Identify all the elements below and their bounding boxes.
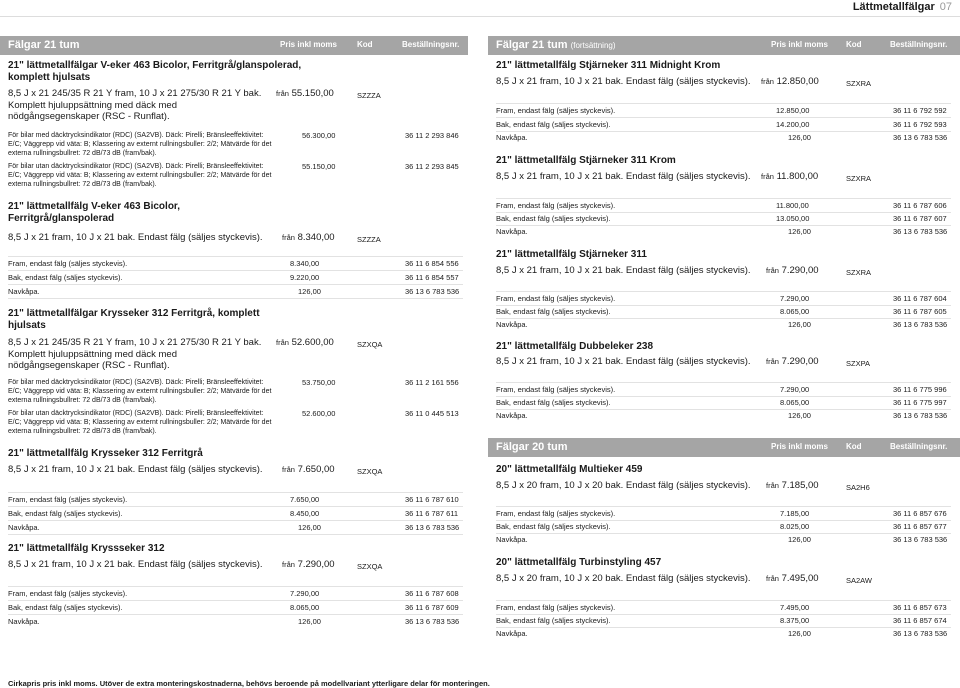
product-desc: 8,5 J x 21 245/35 R 21 Y fram, 10 J x 21 275/30 R 21 Y bak. Komplett hjuluppsättning med däck med nödgångsegenskaper (RSC - Runflat). [8,337,262,371]
row-divider [8,534,463,535]
row-order-no: 36 13 6 783 536 [893,320,948,329]
row-order-no: 36 11 6 787 605 [893,307,947,316]
row-order-no: 36 11 6 787 604 [893,294,947,303]
row-price: 8.340,00 [290,259,320,268]
product-desc: 8,5 J x 21 fram, 10 J x 21 bak. Endast fälg (säljes styckevis). [496,265,751,276]
col-kod-header: Kod [846,442,862,451]
row-desc: Navkåpa. [8,617,40,626]
product-desc: 8,5 J x 20 fram, 10 J x 20 bak. Endast fälg (säljes styckevis). [496,480,751,491]
rdc-price: 53.750,00 [302,378,336,387]
product-title: 21" lättmetallfälg Stjärneker 311 Midnight Krom [496,60,721,71]
row-order-no: 36 11 6 854 557 [405,273,459,282]
row-desc: Bak, endast fälg (säljes styckevis). [8,509,123,518]
row-desc: Navkåpa. [496,320,528,329]
product-kod: SZXRA [846,268,872,277]
product-desc: 8,5 J x 21 fram, 10 J x 21 bak. Endast fälg (säljes styckevis). [8,232,263,243]
row-price: 126,00 [788,411,811,420]
product-title: 21" lättmetallfälg Dubbeleker 238 [496,341,654,352]
row-desc: Fram, endast fälg (säljes styckevis). [496,385,616,394]
product-kod: SZXQA [357,340,383,349]
section-title-text: Fälgar 21 tum [496,39,568,51]
row-price: 126,00 [788,133,811,142]
row-order-no: 36 11 6 857 676 [893,509,947,518]
row-divider [496,103,951,104]
product-desc: 8,5 J x 21 fram, 10 J x 21 bak. Endast fälg (säljes styckevis). [8,559,263,570]
rdc-order-no: 36 11 0 445 513 [405,409,459,418]
section-title: Fälgar 21 tum [8,39,80,51]
row-divider [8,284,463,285]
row-order-no: 36 13 6 783 536 [893,535,948,544]
product-kod: SZXRA [846,174,872,183]
row-desc: Bak, endast fälg (säljes styckevis). [496,214,611,223]
product-right-5 [488,464,956,476]
col-best-header: Beställningsnr. [890,442,948,451]
product-price: 7.650,00 [297,464,335,475]
product-kod: SZXPA [846,359,871,368]
row-order-no: 36 11 6 775 996 [893,385,947,394]
product-title: 21" lättmetallfälgar Krysseker 312 Ferritgrå, komplett hjulsats [8,308,260,331]
row-desc: Navkåpa. [496,227,528,236]
price-prefix: från [761,172,774,181]
row-order-no: 36 11 6 857 674 [893,616,947,625]
row-divider [8,270,463,271]
price-prefix: från [766,481,779,490]
price-prefix: från [766,574,779,583]
product-desc: 8,5 J x 21 245/35 R 21 Y fram, 10 J x 21 275/30 R 21 Y bak. Komplett hjuluppsättning med däck med nödgångsegenskaper (RSC - Runflat). [8,88,262,122]
price-prefix: från [276,338,289,347]
row-price: 8.025,00 [780,522,810,531]
product-price: 7.495,00 [781,573,819,584]
row-price: 7.290,00 [780,385,810,394]
rdc-note: För bilar utan däcktrycksindikator (RDC) (SA2VB). Däck: Pirelli; Bränsleeffektivitet: E/C; Väggrepp vid väta: B; Klassering av externt rullningsbuller: 2/2; Mätvärde för det externa rullningsbullret: 72 dB/73 dB (fram/bak). [8,410,272,435]
row-divider [496,318,951,319]
product-left-2 [0,201,468,225]
product-title: 21" lättmetallfälg Stjärneker 311 [496,249,647,260]
row-divider [496,533,951,534]
row-divider [496,131,951,132]
rdc-price: 56.300,00 [302,131,336,140]
row-divider [496,409,951,410]
row-order-no: 36 11 6 787 610 [405,495,459,504]
product-title: 21" lättmetallfälgar V-eker 463 Bicolor, Ferritgrå/glanspolerad, komplett hjulsats [8,60,302,83]
row-price: 8.450,00 [290,509,320,518]
row-order-no: 36 11 6 857 677 [893,522,947,531]
product-desc: 8,5 J x 21 fram, 10 J x 21 bak. Endast fälg (säljes styckevis). [496,171,751,182]
row-divider [8,586,463,587]
col-best-header: Beställningsnr. [402,40,460,49]
product-price: 8.340,00 [297,232,335,243]
product-title: 21" lättmetallfälg Krysseker 312 Ferritgrå [8,448,203,459]
left-column [0,36,468,55]
product-right-2 [488,155,956,167]
row-price: 126,00 [298,617,321,626]
row-desc: Fram, endast fälg (säljes styckevis). [8,495,128,504]
product-desc: 8,5 J x 21 fram, 10 J x 21 bak. Endast fälg (säljes styckevis). [496,356,751,367]
page-title: Lättmetallfälgar [852,1,935,13]
row-desc: Bak, endast fälg (säljes styckevis). [496,398,611,407]
product-right-6 [488,557,956,569]
product-price: 12.850,00 [776,76,819,87]
product-kod: SZXQA [357,467,383,476]
row-desc: Navkåpa. [8,523,40,532]
row-order-no: 36 11 6 854 556 [405,259,459,268]
section-header-21 [0,36,468,55]
product-right-4 [488,341,956,353]
row-divider [8,492,463,493]
row-price: 7.650,00 [290,495,320,504]
product-desc: 8,5 J x 21 fram, 10 J x 21 bak. Endast fälg (säljes styckevis). [496,76,751,87]
rdc-price: 52.600,00 [302,409,336,418]
row-desc: Navkåpa. [496,133,528,142]
row-desc: Bak, endast fälg (säljes styckevis). [496,307,611,316]
product-right-3 [488,249,956,261]
row-desc: Fram, endast fälg (säljes styckevis). [496,294,616,303]
price-prefix: från [282,560,295,569]
row-desc: Navkåpa. [8,287,40,296]
row-price: 12.850,00 [776,106,810,115]
row-desc: Bak, endast fälg (säljes styckevis). [496,120,611,129]
row-order-no: 36 11 6 775 997 [893,398,947,407]
product-price: 7.290,00 [781,356,819,367]
product-kod: SZZZA [357,91,381,100]
row-divider [8,506,463,507]
row-desc: Fram, endast fälg (säljes styckevis). [8,589,128,598]
row-divider [8,298,463,299]
row-price: 7.185,00 [780,509,810,518]
row-price: 126,00 [788,227,811,236]
section-subtitle: (fortsättning) [570,41,616,50]
product-price: 11.800,00 [776,171,819,182]
product-price: 52.600,00 [291,337,334,348]
col-best-header: Beställningsnr. [890,40,948,49]
product-price: 7.290,00 [297,559,335,570]
row-price: 126,00 [788,320,811,329]
row-divider [8,600,463,601]
product-left-4 [0,448,468,460]
row-price: 126,00 [788,535,811,544]
row-desc: Fram, endast fälg (säljes styckevis). [496,201,616,210]
price-prefix: från [766,357,779,366]
row-order-no: 36 13 6 783 536 [405,287,460,296]
row-desc: Fram, endast fälg (säljes styckevis). [496,509,616,518]
row-price: 14.200,00 [776,120,810,129]
row-price: 7.290,00 [780,294,810,303]
rdc-note: För bilar utan däcktrycksindikator (RDC) (SA2VB). Däck: Pirelli; Bränsleeffektivitet: E/C; Väggrepp vid väta: B; Klassering av externt rullningsbuller: 2/2; Mätvärde för det externa rullningsbullret: 72 dB/73 dB (fram/bak). [8,163,272,188]
rdc-order-no: 36 11 2 293 846 [405,131,459,140]
product-left-1 [0,60,468,84]
product-kod: SA2AW [846,576,872,585]
row-divider [496,198,951,199]
product-price: 7.290,00 [781,265,819,276]
product-left-5 [0,543,468,555]
price-prefix: från [761,77,774,86]
page-number: 07 [939,1,952,13]
row-price: 11.800,00 [776,201,809,210]
col-kod-header: Kod [846,40,862,49]
section-header-20 [488,438,960,457]
row-divider [496,396,951,397]
row-divider [8,614,463,615]
row-desc: Navkåpa. [496,411,528,420]
row-divider [496,305,951,306]
product-kod: SZZZA [357,235,381,244]
row-order-no: 36 11 6 792 592 [893,106,947,115]
product-price: 7.185,00 [781,480,819,491]
col-kod-header: Kod [357,40,373,49]
row-divider [496,291,951,292]
row-divider [496,117,951,118]
row-price: 8.065,00 [780,398,810,407]
product-kod: SA2H6 [846,483,870,492]
price-prefix: från [276,89,289,98]
product-title: 20" lättmetallfälg Multieker 459 [496,464,643,475]
product-kod: SZXQA [357,562,383,571]
rdc-order-no: 36 11 2 293 845 [405,162,459,171]
row-order-no: 36 11 6 792 593 [893,120,947,129]
row-order-no: 36 11 6 787 608 [405,589,459,598]
row-order-no: 36 11 6 787 607 [893,214,947,223]
footer-note: Cirkapris pris inkl moms. Utöver de extra monteringskostnaderna, behövs beroende på modellvariant ytterligare delar för monteringen. [8,679,490,688]
product-price: 55.150,00 [291,88,334,99]
col-price-header: Pris inkl moms [280,40,337,49]
row-order-no: 36 13 6 783 536 [893,133,948,142]
row-desc: Bak, endast fälg (säljes styckevis). [496,522,611,531]
row-order-no: 36 11 6 857 673 [893,603,947,612]
row-divider [8,520,463,521]
row-order-no: 36 13 6 783 536 [405,523,460,532]
rdc-note: För bilar med däcktrycksindikator (RDC) (SA2VB). Däck: Pirelli; Bränsleeffektivitet: E/C; Väggrepp vid väta: B; Klassering av externt rullningsbuller: 2/2; Mätvärde för det externa rullningsbullret: 72 dB/73 dB (fram/bak). [8,379,272,404]
row-order-no: 36 13 6 783 536 [893,411,948,420]
product-right-1 [488,60,956,72]
row-price: 8.375,00 [780,616,810,625]
right-content [488,0,960,688]
row-desc: Bak, endast fälg (säljes styckevis). [8,603,123,612]
product-title: 20" lättmetallfälg Turbinstyling 457 [496,557,662,568]
row-price: 126,00 [788,629,811,638]
product-title: 21" lättmetallfälg Stjärneker 311 Krom [496,155,676,166]
row-price: 8.065,00 [780,307,810,316]
row-price: 7.495,00 [780,603,810,612]
rdc-price: 55.150,00 [302,162,336,171]
row-order-no: 36 11 6 787 611 [405,509,459,518]
row-price: 9.220,00 [290,273,320,282]
row-price: 126,00 [298,523,321,532]
row-desc: Bak, endast fälg (säljes styckevis). [8,273,123,282]
row-desc: Fram, endast fälg (säljes styckevis). [496,106,616,115]
product-desc: 8,5 J x 20 fram, 10 J x 20 bak. Endast fälg (säljes styckevis). [496,573,751,584]
product-left-3 [0,308,468,332]
row-divider [496,212,951,213]
row-divider [8,256,463,257]
row-order-no: 36 11 6 787 609 [405,603,459,612]
product-kod: SZXRA [846,79,872,88]
price-prefix: från [282,233,295,242]
row-desc: Navkåpa. [496,629,528,638]
row-desc: Navkåpa. [496,535,528,544]
row-desc: Bak, endast fälg (säljes styckevis). [496,616,611,625]
row-price: 126,00 [298,287,321,296]
product-title: 21" lättmetallfälg V-eker 463 Bicolor, Ferritgrå/glanspolerad [8,201,181,224]
row-order-no: 36 13 6 783 536 [893,227,948,236]
row-order-no: 36 13 6 783 536 [405,617,460,626]
price-prefix: från [766,266,779,275]
row-divider [496,614,951,615]
price-prefix: från [282,465,295,474]
row-order-no: 36 11 6 787 606 [893,201,947,210]
row-price: 13.050,00 [776,214,810,223]
row-desc: Fram, endast fälg (säljes styckevis). [8,259,128,268]
product-title: 21" lättmetallfälg Kryssseker 312 [8,543,165,554]
product-desc: 8,5 J x 21 fram, 10 J x 21 bak. Endast fälg (säljes styckevis). [8,464,263,475]
row-divider [496,520,951,521]
row-price: 7.290,00 [290,589,320,598]
row-divider [496,382,951,383]
row-divider [496,627,951,628]
col-price-header: Pris inkl moms [771,40,828,49]
rdc-note: För bilar med däcktrycksindikator (RDC) (SA2VB). Däck: Pirelli; Bränsleeffektivitet: E/C; Väggrepp vid väta: B; Klassering av externt rullningsbuller: 2/2; Mätvärde för det externa rullningsbullret: 72 dB/73 dB (fram/bak). [8,132,272,157]
rdc-order-no: 36 11 2 161 556 [405,378,459,387]
row-divider [496,225,951,226]
row-price: 8.065,00 [290,603,320,612]
row-divider [496,506,951,507]
row-desc: Fram, endast fälg (säljes styckevis). [496,603,616,612]
section-title: Fälgar 20 tum [496,441,568,453]
row-order-no: 36 13 6 783 536 [893,629,948,638]
row-divider [496,600,951,601]
col-price-header: Pris inkl moms [771,442,828,451]
